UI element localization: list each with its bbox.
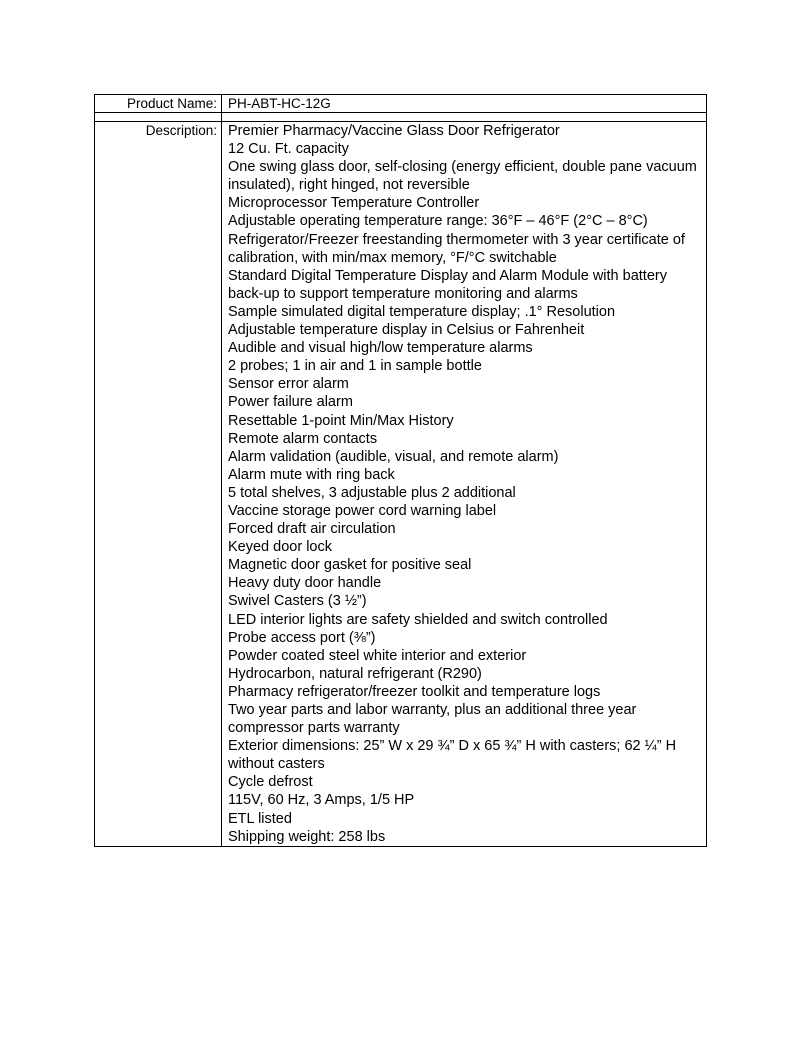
description-line: LED interior lights are safety shielded and switch controlled [228,611,608,628]
description-row [95,122,707,847]
description-line: 115V, 60 Hz, 3 Amps, 1/5 HP [228,792,415,809]
description-line: Magnetic door gasket for positive seal [228,557,472,574]
description-line: Cycle defrost [228,774,313,791]
description-line: Keyed door lock [228,539,332,556]
description-line: Adjustable temperature display in Celsius or Fahrenheit [228,322,585,339]
description-line: Probe access port (⅜”) [228,629,376,646]
description-line: 5 total shelves, 3 adjustable plus 2 additional [228,484,516,501]
description-line: Sensor error alarm [228,376,349,393]
description-line: Powder coated steel white interior and exterior [228,647,527,664]
description-line: Power failure alarm [228,394,353,411]
description-line: Hydrocarbon, natural refrigerant (R290) [228,665,482,682]
spacer-label-cell [95,113,222,122]
description-line: One swing glass door, self-closing (energy efficient, double pane vacuum insulated), right hinged, not reversible [228,159,697,194]
description-line: Alarm validation (audible, visual, and remote alarm) [228,448,559,465]
description-line: Premier Pharmacy/Vaccine Glass Door Refrigerator [228,123,560,139]
description-line: Exterior dimensions: 25” W x 29 ¾” D x 65 ¾” H with casters; 62 ¼” H without casters [228,738,677,773]
spacer-row [95,113,707,122]
description-line: 12 Cu. Ft. capacity [228,141,349,158]
description-line: Audible and visual high/low temperature alarms [228,340,533,357]
description-line: Heavy duty door handle [228,575,382,592]
description-line: Adjustable operating temperature range: 36°F – 46°F (2°C – 8°C) [228,213,648,230]
description-line: Microprocessor Temperature Controller [228,195,480,212]
description-cell [222,122,707,847]
description-list [228,122,702,846]
description-line: Standard Digital Temperature Display and Alarm Module with battery back-up to support temperature monitoring and alarms [228,267,667,302]
description-line: ETL listed [228,810,292,827]
description-line: Refrigerator/Freezer freestanding thermometer with 3 year certificate of calibration, with min/max memory, °F/°C switchable [228,231,685,266]
description-line: Alarm mute with ring back [228,466,395,483]
description-line: 2 probes; 1 in air and 1 in sample bottle [228,358,482,375]
product-name-row [95,95,707,113]
spacer-value-cell [222,113,707,122]
description-line: Two year parts and labor warranty, plus an additional three year compressor parts warranty [228,702,637,737]
description-label: Description: [95,122,222,847]
product-name-label: Product Name: [95,95,222,113]
description-line: Remote alarm contacts [228,430,378,447]
description-line: Resettable 1-point Min/Max History [228,412,454,429]
description-line: Swivel Casters (3 ½”) [228,593,367,610]
description-line: Forced draft air circulation [228,521,396,538]
product-name-value: PH-ABT-HC-12G [222,95,707,113]
description-line: Pharmacy refrigerator/freezer toolkit and temperature logs [228,683,601,700]
description-line: Shipping weight: 258 lbs [228,828,386,845]
description-line: Sample simulated digital temperature display; .1° Resolution [228,303,616,320]
description-line: Vaccine storage power cord warning label [228,502,497,519]
product-spec-table [94,94,707,847]
